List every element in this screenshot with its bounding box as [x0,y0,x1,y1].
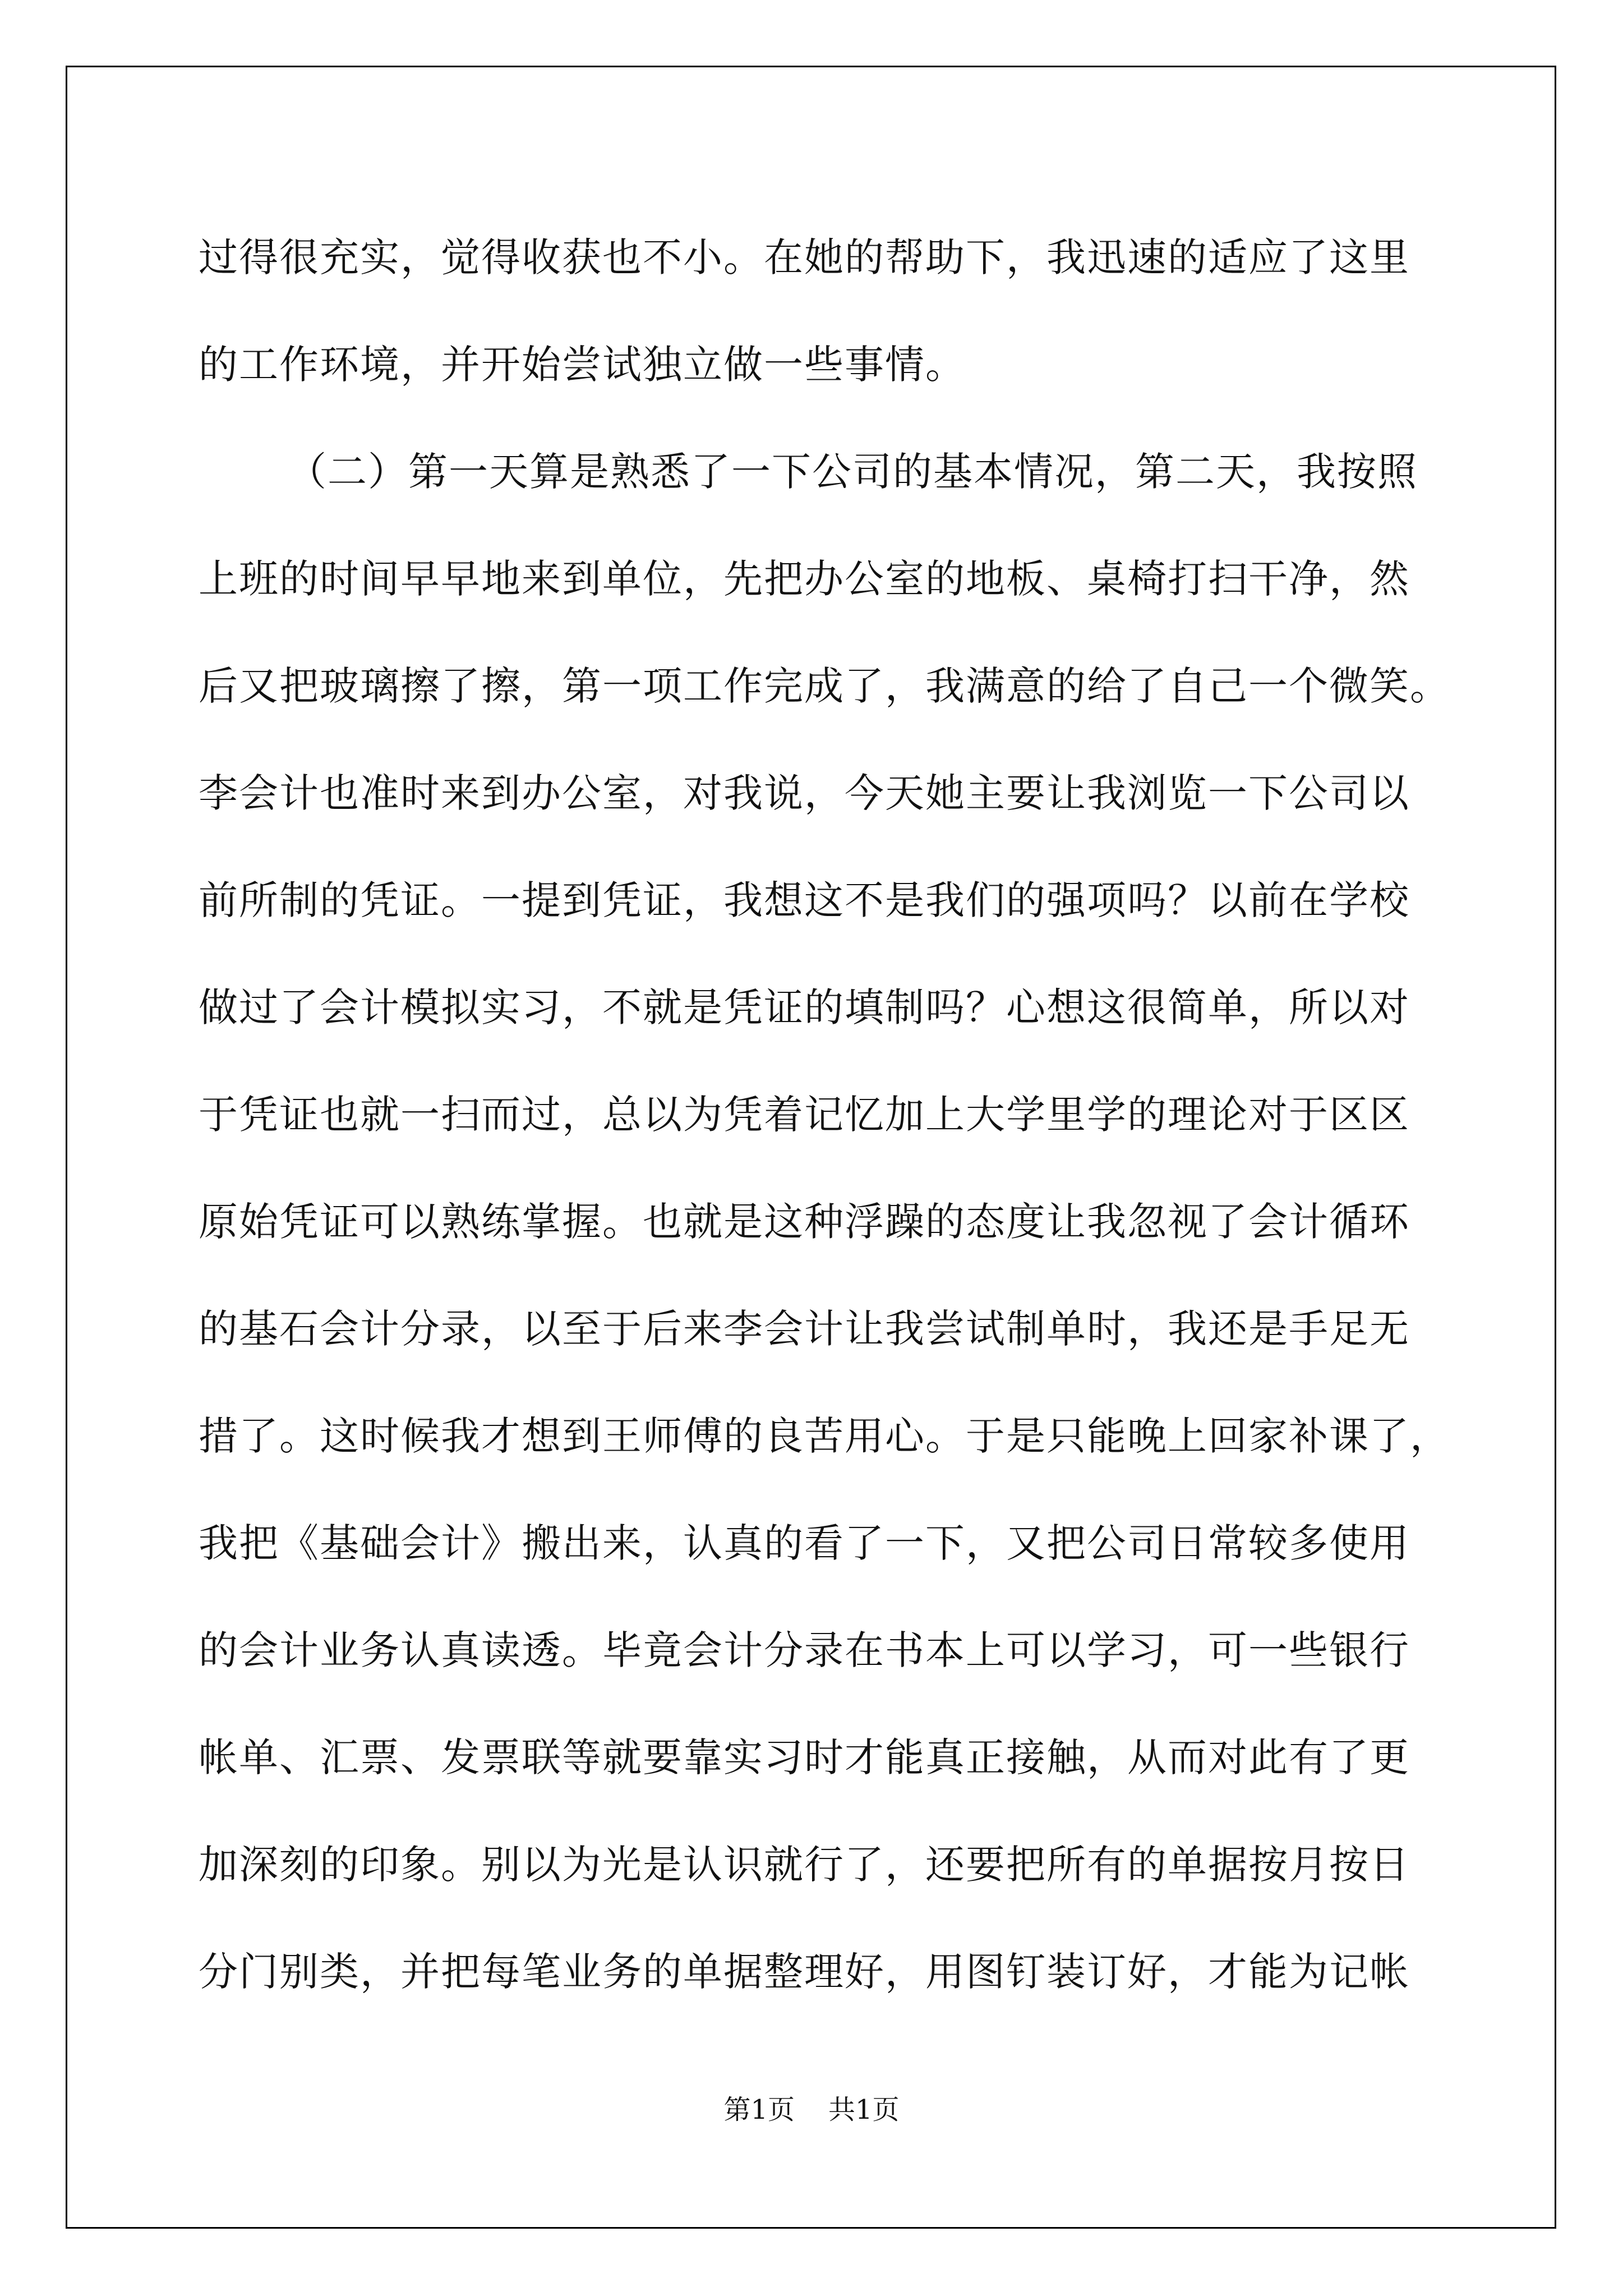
text-line: 的基石会计分录，以至于后来李会计让我尝试制单时，我还是手足无 [199,1306,1410,1352]
text-line: 原始凭证可以熟练掌握。也就是这种浮躁的态度让我忽视了会计循环 [199,1199,1410,1245]
text-line: 的工作环境，并开始尝试独立做一些事情。 [199,342,966,388]
text-line: 措了。这时候我才想到王师傅的良苦用心。于是只能晚上回家补课了， [199,1413,1450,1459]
document-body [199,204,1450,2026]
page-number-total: 共1页 [828,2094,900,2125]
text-line: 前所制的凭证。一提到凭证，我想这不是我们的强项吗？以前在学校 [199,877,1410,923]
text-line: 的会计业务认真读透。毕竟会计分录在书本上可以学习，可一些银行 [199,1627,1410,1673]
text-line: 加深刻的印象。别以为光是认识就行了，还要把所有的单据按月按日 [199,1842,1410,1888]
text-line: 帐单、汇票、发票联等就要靠实习时才能真正接触，从而对此有了更 [199,1734,1410,1780]
text-line: 分门别类，并把每笔业务的单据整理好，用图钉装订好，才能为记帐 [199,1949,1410,1995]
text-line: 过得很充实，觉得收获也不小。在她的帮助下，我迅速的适应了这里 [199,234,1410,280]
text-line: 李会计也准时来到办公室，对我说，今天她主要让我浏览一下公司以 [199,770,1410,816]
text-line: （二）第一天算是熟悉了一下公司的基本情况，第二天，我按照 [287,449,1418,495]
text-line: 我把《基础会计》搬出来，认真的看了一下，又把公司日常较多使用 [199,1520,1410,1566]
text-line: 做过了会计模拟实习，不就是凭证的填制吗？心想这很简单，所以对 [199,984,1410,1030]
text-line: 后又把玻璃擦了擦，第一项工作完成了，我满意的给了自己一个微笑。 [199,663,1450,709]
text-line: 上班的时间早早地来到单位，先把办公室的地板、桌椅打扫干净，然 [199,556,1410,602]
text-line: 于凭证也就一扫而过，总以为凭着记忆加上大学里学的理论对于区区 [199,1092,1410,1138]
page-number-current: 第1页 [723,2094,795,2125]
page-footer [0,2088,1623,2127]
